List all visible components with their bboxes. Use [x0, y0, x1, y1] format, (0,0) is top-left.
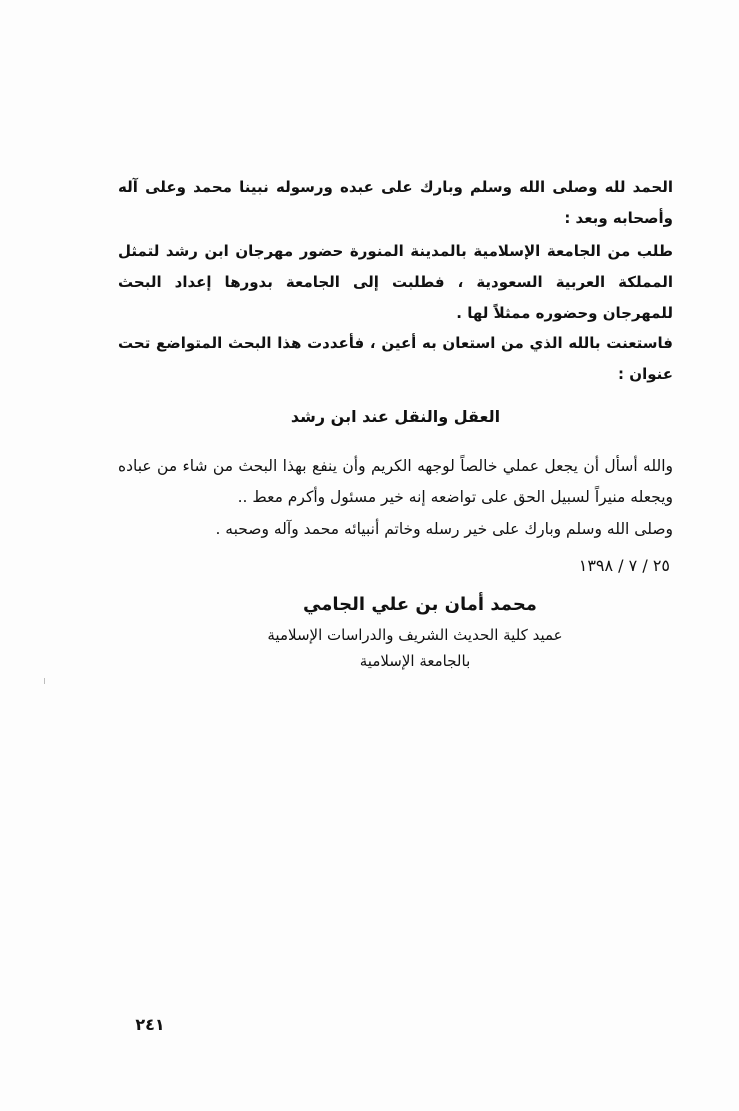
prayer-paragraph: والله أسأل أن يجعل عملي خالصاً لوجهه الكريم وأن ينفع بهذا البحث من شاء من عباده ويجعله منيراً لسبيل الحق على تواضعه إنه خير مسئول وأكرم معط .. [118, 457, 673, 506]
signature-name: محمد أمان بن علي الجامي [303, 594, 537, 615]
request-paragraph: طلب من الجامعة الإسلامية بالمدينة المنورة حضور مهرجان ابن رشد لتمثل المملكة العربية السعودية ، فطلبت إلى الجامعة بدورها إعداد البحث للمهرجان وحضوره ممثلاً لها . [118, 242, 673, 322]
intro-paragraph: فاستعنت بالله الذي من استعان به أعين ، فأعددت هذا البحث المتواضع تحت عنوان : [118, 334, 673, 383]
page-number: ٢٤١ [135, 1015, 165, 1034]
signature-title [230, 622, 600, 674]
opening-paragraph: الحمد لله وصلى الله وسلم وبارك على عبده ورسوله نبينا محمد وعلى آله وأصحابه وبعد : [118, 178, 673, 227]
signature-title-line-1: عميد كلية الحديث الشريف والدراسات الإسلامية [267, 626, 563, 644]
closing-paragraph: وصلى الله وسلم وبارك على خير رسله وخاتم أنبيائه محمد وآله وصحبه . [215, 520, 673, 538]
margin-mark [44, 678, 45, 684]
signature-title-line-2: بالجامعة الإسلامية [359, 652, 471, 670]
research-title: العقل والنقل عند ابن رشد [290, 407, 501, 426]
document-date: ٢٥ / ٧ / ١٣٩٨ [578, 556, 670, 575]
